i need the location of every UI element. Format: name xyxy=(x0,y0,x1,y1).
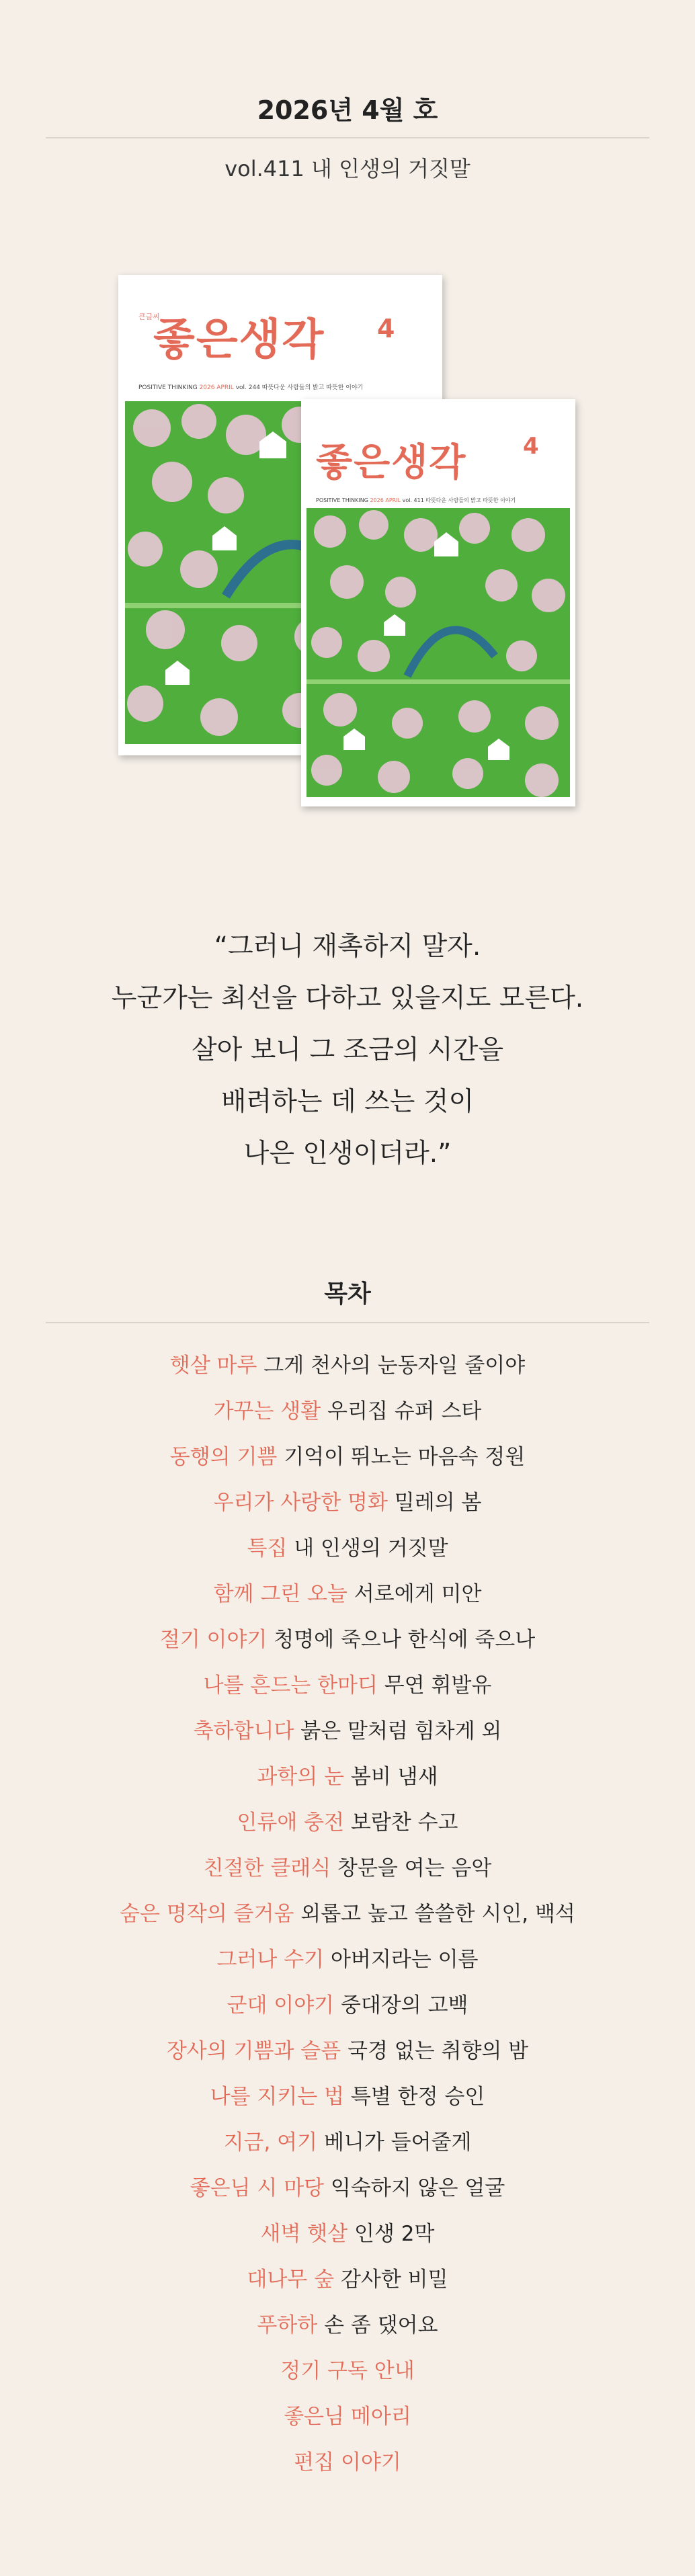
toc-item[interactable] xyxy=(0,1708,695,1754)
toc-title: 인생 2막 xyxy=(354,2222,435,2246)
toc-category: 군대 이야기 xyxy=(227,1993,335,2018)
toc-category: 나를 지키는 법 xyxy=(210,2085,345,2109)
toc-divider xyxy=(46,1322,649,1323)
toc-category: 정기 구독 안내 xyxy=(280,2359,415,2383)
toc-category: 동행의 기쁨 xyxy=(169,1445,278,1469)
cover-artwork xyxy=(306,508,570,797)
toc-title: 특별 한정 승인 xyxy=(350,2085,485,2109)
toc-category: 함께 그린 오늘 xyxy=(213,1582,348,1606)
toc-item[interactable] xyxy=(0,2028,695,2074)
toc-item[interactable] xyxy=(0,1891,695,1937)
toc-item[interactable] xyxy=(0,1434,695,1480)
toc-title: 국경 없는 취향의 밤 xyxy=(348,2039,529,2063)
toc-category: 장사의 기쁨과 슬픔 xyxy=(166,2039,341,2063)
cover-tagline: POSITIVE THINKING 2026 APRIL vol. 244 따뜻다운 사람들의 밝고 따뜻한 이야기 xyxy=(138,384,364,391)
quote-line: 누군가는 최선을 다하고 있을지도 모른다. xyxy=(111,983,584,1013)
toc-item[interactable] xyxy=(0,1343,695,1388)
header-divider xyxy=(46,137,649,138)
toc-title: 익숙하지 않은 얼굴 xyxy=(330,2176,505,2200)
toc-category: 특집 xyxy=(247,1536,288,1561)
toc-item[interactable] xyxy=(0,1526,695,1571)
toc-category: 과학의 눈 xyxy=(257,1765,345,1789)
toc-category: 축하합니다 xyxy=(193,1719,294,1743)
toc-item[interactable] xyxy=(0,2074,695,2120)
featured-quote xyxy=(0,921,695,1179)
toc-category: 편집 이야기 xyxy=(294,2450,401,2475)
toc-category: 대나무 숲 xyxy=(247,2268,335,2292)
quote-line: “그러니 재촉하지 말자. xyxy=(214,931,481,962)
toc-item[interactable] xyxy=(0,1983,695,2028)
cover-image-front xyxy=(301,399,575,806)
toc-title: 밀레의 봄 xyxy=(394,1491,482,1515)
toc-category: 좋은님 메아리 xyxy=(284,2405,411,2429)
toc-category: 푸하하 xyxy=(257,2313,318,2337)
toc-item[interactable] xyxy=(0,2348,695,2394)
cover-brand: 좋은생각 xyxy=(316,441,467,485)
cover-tagline: POSITIVE THINKING 2026 APRIL vol. 411 따뜻다운 사람들의 밝고 따뜻한 이야기 xyxy=(316,497,516,503)
cover-month: 4 xyxy=(523,433,539,460)
toc-title: 외롭고 높고 쓸쓸한 시인, 백석 xyxy=(300,1902,575,1926)
toc-item[interactable] xyxy=(0,2211,695,2257)
cover-small-label: 큰글씨 xyxy=(138,313,160,321)
toc-category: 친절한 클래식 xyxy=(203,1856,331,1880)
toc-title: 보람찬 수고 xyxy=(350,1811,458,1835)
toc-item[interactable] xyxy=(0,1388,695,1434)
toc-title: 그게 천사의 눈동자일 줄이야 xyxy=(263,1354,526,1378)
toc-item[interactable] xyxy=(0,1663,695,1708)
toc-category: 우리가 사랑한 명화 xyxy=(213,1491,388,1515)
toc-category: 가꾸는 생활 xyxy=(213,1399,321,1423)
toc-title: 창문을 여는 음악 xyxy=(337,1856,492,1880)
quote-line: 배려하는 데 쓰는 것이 xyxy=(220,1087,475,1117)
toc-title: 베니가 들어줄게 xyxy=(323,2130,472,2155)
toc-item[interactable] xyxy=(0,2257,695,2302)
toc-title: 내 인생의 거짓말 xyxy=(294,1536,448,1561)
toc-title: 손 좀 댔어요 xyxy=(324,2313,438,2337)
toc-title: 붉은 말처럼 힘차게 외 xyxy=(300,1719,502,1743)
toc-title: 봄비 냄새 xyxy=(350,1765,438,1789)
toc-category: 그러나 수기 xyxy=(216,1948,325,1972)
toc-list xyxy=(0,1343,695,2485)
volume-subtitle: vol.411 내 인생의 거짓말 xyxy=(224,156,471,181)
quote-line: 살아 보니 그 조금의 시간을 xyxy=(191,1035,503,1065)
toc-title: 감사한 비밀 xyxy=(340,2268,448,2292)
toc-item[interactable] xyxy=(0,1754,695,1800)
toc-title: 우리집 슈퍼 스타 xyxy=(327,1399,482,1423)
toc-item[interactable] xyxy=(0,1571,695,1617)
toc-category: 인류애 충전 xyxy=(237,1811,345,1835)
toc-category: 햇살 마루 xyxy=(169,1354,257,1378)
toc-title: 중대장의 고백 xyxy=(340,1993,468,2018)
toc-item[interactable] xyxy=(0,1845,695,1891)
toc-item[interactable] xyxy=(0,1480,695,1526)
toc-category: 절기 이야기 xyxy=(159,1628,268,1652)
toc-item[interactable] xyxy=(0,1937,695,1983)
toc-category: 지금, 여기 xyxy=(223,2130,318,2155)
toc-item[interactable] xyxy=(0,2302,695,2348)
toc-item[interactable] xyxy=(0,1617,695,1663)
toc-title: 기억이 뛰노는 마음속 정원 xyxy=(284,1445,526,1469)
toc-item[interactable] xyxy=(0,2440,695,2485)
toc-title: 아버지라는 이름 xyxy=(330,1948,479,1972)
toc-category: 나를 흔드는 한마디 xyxy=(203,1673,378,1698)
quote-line: 나은 인생이더라.” xyxy=(243,1138,452,1169)
toc-category: 숨은 명작의 즐거움 xyxy=(120,1902,294,1926)
toc-category: 새벽 햇살 xyxy=(260,2222,348,2246)
toc-category: 좋은님 시 마당 xyxy=(190,2176,325,2200)
toc-item[interactable] xyxy=(0,2165,695,2211)
toc-title: 서로에게 미안 xyxy=(354,1582,482,1606)
toc-item[interactable] xyxy=(0,2120,695,2165)
toc-item[interactable] xyxy=(0,2394,695,2440)
cover-brand: 좋은생각 xyxy=(153,315,325,365)
toc-heading: 목차 xyxy=(324,1280,371,1308)
issue-title: 2026년 4월 호 xyxy=(257,95,438,125)
toc-item[interactable] xyxy=(0,1800,695,1845)
toc-title: 청명에 죽으나 한식에 죽으나 xyxy=(274,1628,536,1652)
cover-month: 4 xyxy=(377,314,395,343)
toc-title: 무연 휘발유 xyxy=(384,1673,492,1698)
